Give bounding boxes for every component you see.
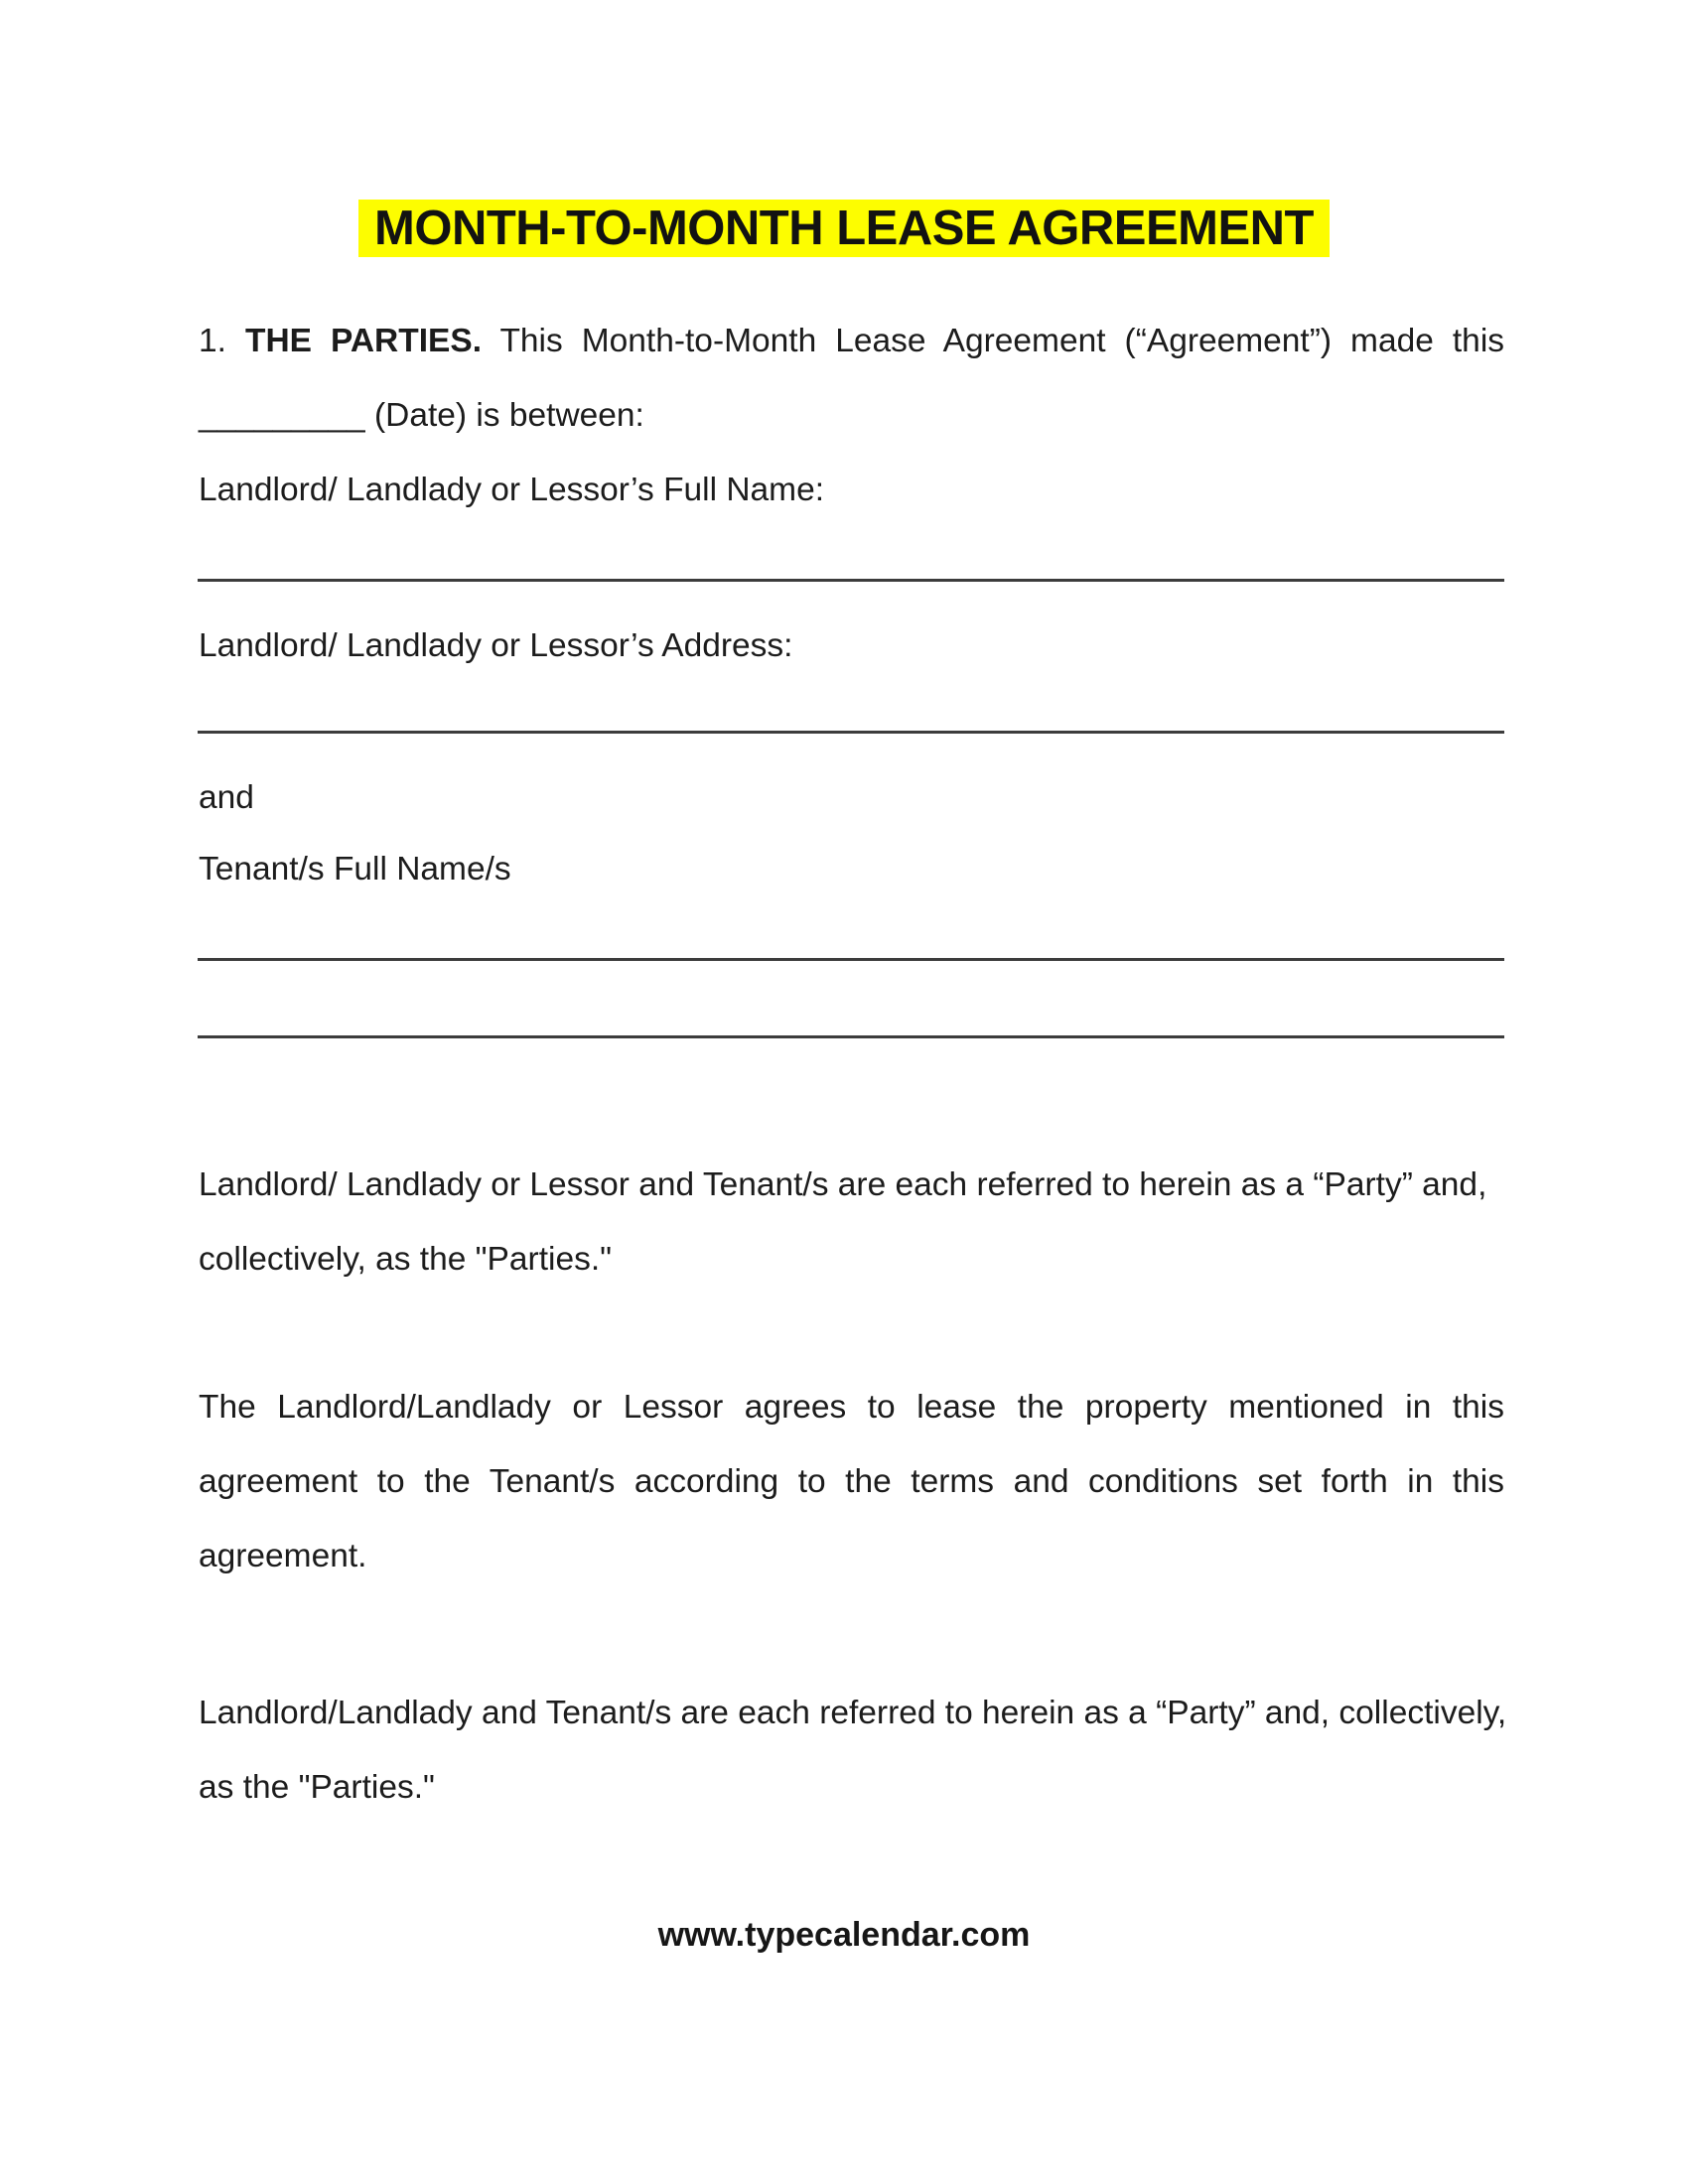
landlord-address-fill-line <box>198 731 1504 734</box>
clause-number: 1. <box>199 323 226 359</box>
party-reference-line1: Landlord/ Landlady or Lessor and Tenant/s are each referred to herein as a “Party” and, <box>199 1166 1487 1203</box>
parties-clause-line1 <box>199 320 1504 363</box>
party-reference2-line2: as the "Parties." <box>199 1769 435 1806</box>
landlord-address-label: Landlord/ Landlady or Lessor’s Address: <box>199 627 793 664</box>
tenant-name-fill-line-2 <box>198 1035 1504 1038</box>
clause-heading: THE PARTIES. <box>244 323 483 359</box>
lease-grant-line2: agreement to the Tenant/s according to the terms and conditions set forth in this <box>199 1463 1504 1500</box>
document-title: MONTH-TO-MONTH LEASE AGREEMENT <box>358 200 1330 257</box>
footer-website-url: www.typecalendar.com <box>657 1916 1031 1954</box>
lease-grant-line1: The Landlord/Landlady or Lessor agrees to lease the property mentioned in this <box>199 1389 1504 1426</box>
tenant-name-fill-line-1 <box>198 958 1504 961</box>
conjunction-text: and <box>199 779 254 816</box>
document-title-row <box>0 200 1688 257</box>
party-reference2-line1: Landlord/Landlady and Tenant/s are each referred to herein as a “Party” and, collectively, <box>199 1695 1507 1731</box>
party-reference-line2: collectively, as the "Parties." <box>199 1241 613 1278</box>
tenant-name-label: Tenant/s Full Name/s <box>199 851 511 887</box>
clause-intro-text: This Month-to-Month Lease Agreement (“Agreement”) made this <box>499 323 1505 359</box>
landlord-name-fill-line <box>198 579 1504 582</box>
landlord-name-label: Landlord/ Landlady or Lessor’s Full Name: <box>199 472 825 508</box>
lease-grant-line3: agreement. <box>199 1538 367 1574</box>
date-blank-line: _________ (Date) is between: <box>199 397 644 434</box>
